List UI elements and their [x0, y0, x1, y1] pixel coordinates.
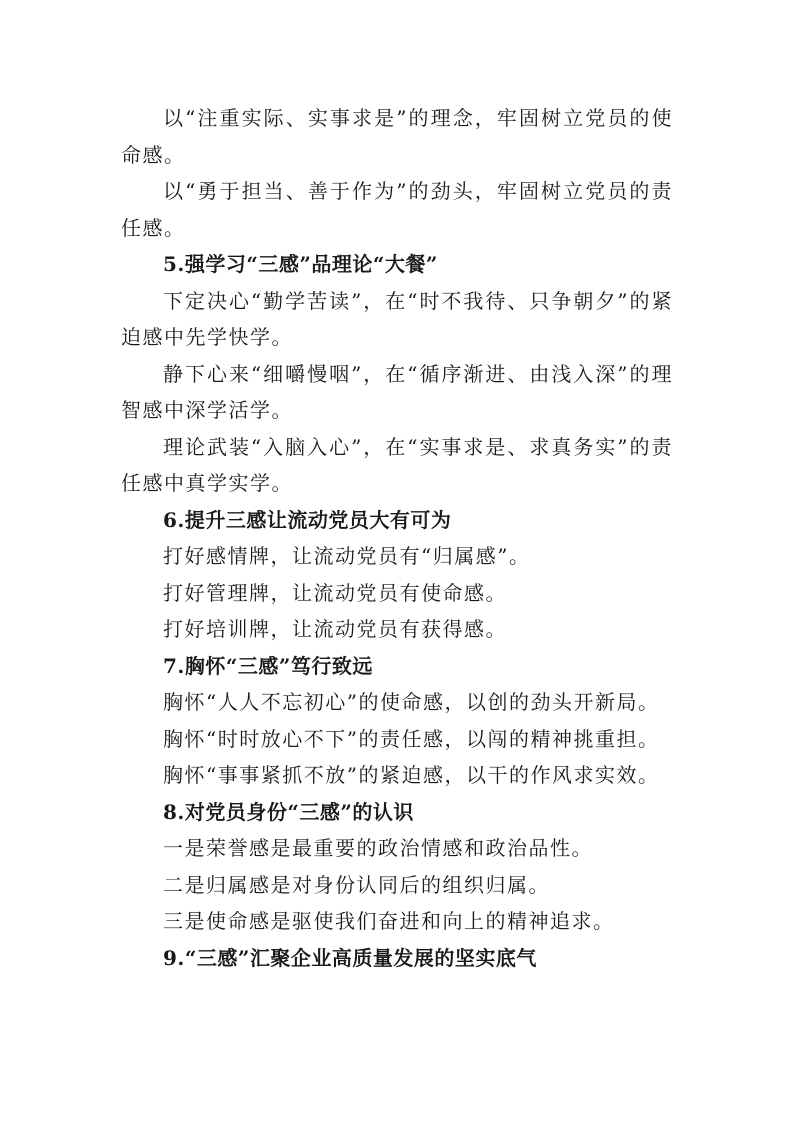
paragraph-study-responsibility: 理论武装“入脑入心”，在“实事求是、求真务实”的责任感中真学实学。 [121, 434, 673, 495]
paragraph-belonging: 二是归属感是对身份认同后的组织归属。 [163, 872, 550, 897]
paragraph-responsibility-burden: 胸怀“时时放心不下”的责任感，以闯的精神挑重担。 [163, 726, 660, 751]
paragraph-emotion-card: 打好感情牌，让流动党员有“归属感”。 [163, 544, 531, 568]
paragraph-mission-innovate: 胸怀“人人不忘初心”的使命感，以创的劲头开新局。 [163, 690, 660, 714]
section-heading-6: 6.提升三感让流动党员大有可为 [163, 507, 452, 532]
document-body [121, 100, 673, 976]
paragraph-mission-pursuit: 三是使命感是驱使我们奋进和向上的精神追求。 [163, 909, 615, 933]
section-heading-9: 9.“三感”汇聚企业高质量发展的坚实底气 [163, 945, 537, 970]
paragraph-management-card: 打好管理牌，让流动党员有使命感。 [163, 580, 507, 605]
paragraph-study-urgency: 下定决心“勤学苦读”，在“时不我待、只争朝夕”的紧迫感中先学快学。 [121, 288, 673, 349]
section-heading-7: 7.胸怀“三感”笃行致远 [163, 653, 373, 678]
paragraph-honor: 一是荣誉感是最重要的政治情感和政治品性。 [163, 836, 593, 860]
paragraph-study-reason: 静下心来“细嚼慢咽”，在“循序渐进、由浅入深”的理智感中深学活学。 [121, 361, 673, 422]
paragraph-mission: 以“注重实际、实事求是”的理念，牢固树立党员的使命感。 [121, 106, 673, 167]
paragraph-urgency-results: 胸怀“事事紧抓不放”的紧迫感，以干的作风求实效。 [163, 763, 660, 787]
section-heading-8: 8.对党员身份“三感”的认识 [163, 799, 414, 824]
paragraph-training-card: 打好培训牌，让流动党员有获得感。 [163, 617, 507, 641]
paragraph-responsibility: 以“勇于担当、善于作为”的劲头，牢固树立党员的责任感。 [121, 179, 673, 240]
section-heading-5: 5.强学习“三感”品理论“大餐” [163, 252, 438, 276]
